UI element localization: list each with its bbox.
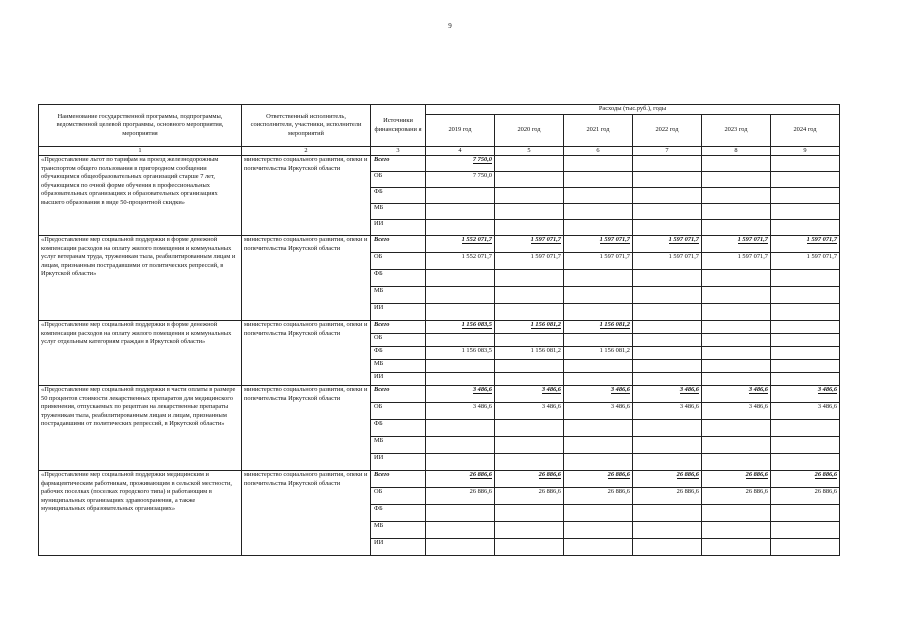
expense-value bbox=[564, 270, 633, 287]
expense-value bbox=[633, 522, 702, 539]
expense-value bbox=[771, 471, 840, 488]
expense-value-text: 1 597 071,7 bbox=[599, 253, 630, 260]
column-number: 9 bbox=[771, 147, 840, 156]
expense-value bbox=[702, 454, 771, 471]
expense-value bbox=[426, 360, 495, 373]
expense-value bbox=[702, 522, 771, 539]
funding-source: ФБ bbox=[371, 347, 426, 360]
expense-value bbox=[702, 220, 771, 236]
expense-value bbox=[426, 454, 495, 471]
expense-value bbox=[633, 287, 702, 304]
expense-value bbox=[633, 188, 702, 204]
activity-name: «Предоставление мер социальной поддержки медицинским и фармацевтическим работникам, проживающим в сельской местности, рабочих поселках (поселках городского типа) и работающим в муниципальных организациях здравоохранения, а также муниципальных образовательных организациях» bbox=[39, 471, 242, 556]
table-row bbox=[39, 236, 840, 253]
table-row bbox=[39, 156, 840, 172]
expense-value bbox=[426, 522, 495, 539]
expense-value-text: 3 486,6 bbox=[610, 386, 630, 393]
page-number: 9 bbox=[448, 22, 452, 30]
funding-source: ФБ bbox=[371, 188, 426, 204]
expense-value bbox=[702, 172, 771, 188]
expense-value bbox=[564, 156, 633, 172]
expense-value bbox=[633, 373, 702, 386]
expense-value bbox=[771, 220, 840, 236]
funding-source: ИИ bbox=[371, 304, 426, 321]
expense-value-text: 1 156 081,2 bbox=[599, 347, 630, 354]
expense-value bbox=[702, 321, 771, 334]
expense-value-text: 3 486,6 bbox=[541, 386, 561, 393]
expense-value bbox=[633, 471, 702, 488]
table-row bbox=[39, 386, 840, 403]
expense-value-text: 3 486,6 bbox=[679, 386, 699, 393]
expense-value-text: 1 597 071,7 bbox=[530, 253, 561, 260]
expense-value-text: 26 886,6 bbox=[745, 488, 768, 495]
expense-value-text: 3 486,6 bbox=[610, 403, 630, 410]
expense-value bbox=[495, 373, 564, 386]
expense-value bbox=[771, 403, 840, 420]
expense-value bbox=[564, 403, 633, 420]
expense-value bbox=[633, 386, 702, 403]
expense-value-text: 3 486,6 bbox=[472, 386, 492, 393]
expense-value-text: 1 552 071,7 bbox=[461, 236, 492, 243]
expense-value bbox=[495, 236, 564, 253]
expense-value-text: 3 486,6 bbox=[748, 386, 768, 393]
expense-value-text: 1 597 071,7 bbox=[668, 253, 699, 260]
expense-value bbox=[771, 488, 840, 505]
expense-value bbox=[426, 188, 495, 204]
expense-value bbox=[495, 522, 564, 539]
expense-value bbox=[426, 420, 495, 437]
expense-value-text: 26 886,6 bbox=[538, 471, 561, 478]
expense-value bbox=[564, 386, 633, 403]
expense-value-text: 26 886,6 bbox=[814, 488, 838, 495]
funding-source: ФБ bbox=[371, 420, 426, 437]
expense-value bbox=[702, 156, 771, 172]
header-year: 2020 год bbox=[495, 115, 564, 147]
expense-value bbox=[426, 287, 495, 304]
expense-value bbox=[633, 454, 702, 471]
column-number: 5 bbox=[495, 147, 564, 156]
expense-value bbox=[495, 437, 564, 454]
table-row bbox=[39, 321, 840, 334]
activity-name: «Предоставление мер социальной поддержки в форме денежной компенсации расходов на оплату жилого помещения и коммунальных услуг ветеранам труда, труженикам тыла, реабилитированным лицам и лицам, признанным пострадавшими от политических репрессий, в Иркутской области» bbox=[39, 236, 242, 321]
expense-value bbox=[495, 334, 564, 347]
expense-value bbox=[426, 488, 495, 505]
expense-value-text: 26 886,6 bbox=[607, 488, 630, 495]
funding-source: ИИ bbox=[371, 373, 426, 386]
expense-value-text: 1 597 071,7 bbox=[599, 236, 630, 243]
expense-value bbox=[495, 270, 564, 287]
header-year: 2019 год bbox=[426, 115, 495, 147]
expense-value bbox=[702, 373, 771, 386]
expense-value bbox=[702, 471, 771, 488]
expense-value bbox=[426, 172, 495, 188]
expense-value-text: 3 486,6 bbox=[541, 403, 561, 410]
header-executor: Ответственный исполнитель, соисполнители, участники, исполнители мероприятий bbox=[242, 105, 371, 147]
expense-value bbox=[633, 539, 702, 556]
expense-value bbox=[633, 204, 702, 220]
expense-value-text: 26 886,6 bbox=[469, 471, 492, 478]
expense-value-text: 7 750,0 bbox=[472, 172, 492, 179]
expense-value bbox=[564, 471, 633, 488]
funding-source: ОБ bbox=[371, 172, 426, 188]
expense-value bbox=[495, 471, 564, 488]
expense-value bbox=[564, 188, 633, 204]
expense-value bbox=[702, 437, 771, 454]
header-year: 2022 год bbox=[633, 115, 702, 147]
expense-value bbox=[633, 156, 702, 172]
expense-value bbox=[426, 220, 495, 236]
expense-value bbox=[426, 386, 495, 403]
expense-value-text: 26 886,6 bbox=[745, 471, 768, 478]
activity-name: «Предоставление мер социальной поддержки в форме денежной компенсации расходов на оплату жилого помещения и коммунальных услуг отдельным категориям граждан в Иркутской области» bbox=[39, 321, 242, 386]
expense-value bbox=[426, 334, 495, 347]
expense-value-text: 3 486,6 bbox=[472, 403, 492, 410]
header-source: Источники финансировани я bbox=[371, 105, 426, 147]
expense-value-text: 1 597 071,7 bbox=[668, 236, 699, 243]
expense-value bbox=[771, 334, 840, 347]
expense-value bbox=[633, 220, 702, 236]
column-number: 4 bbox=[426, 147, 495, 156]
expense-value bbox=[633, 321, 702, 334]
expenses-table bbox=[38, 104, 840, 556]
expense-value bbox=[495, 220, 564, 236]
expense-value bbox=[702, 403, 771, 420]
funding-source: МБ bbox=[371, 287, 426, 304]
expense-value bbox=[702, 287, 771, 304]
expense-value bbox=[564, 454, 633, 471]
expense-value bbox=[702, 188, 771, 204]
funding-source: МБ bbox=[371, 360, 426, 373]
expense-value bbox=[564, 488, 633, 505]
expense-value bbox=[564, 360, 633, 373]
expense-value bbox=[495, 188, 564, 204]
expense-value bbox=[426, 304, 495, 321]
column-number: 8 bbox=[702, 147, 771, 156]
expense-value-text: 3 486,6 bbox=[817, 386, 838, 393]
expense-value bbox=[702, 386, 771, 403]
expense-value bbox=[426, 270, 495, 287]
expense-value bbox=[564, 236, 633, 253]
funding-source: МБ bbox=[371, 437, 426, 454]
expense-value bbox=[771, 287, 840, 304]
column-number: 1 bbox=[39, 147, 242, 156]
expense-value-text: 1 597 071,7 bbox=[737, 253, 768, 260]
funding-source: МБ bbox=[371, 204, 426, 220]
expense-value bbox=[495, 505, 564, 522]
expense-value bbox=[771, 539, 840, 556]
expense-value bbox=[633, 505, 702, 522]
expense-value bbox=[495, 253, 564, 270]
funding-source: ФБ bbox=[371, 505, 426, 522]
expense-value bbox=[564, 304, 633, 321]
executor-name: министерство социального развития, опеки и попечительства Иркутской области bbox=[242, 321, 371, 386]
expense-value bbox=[771, 321, 840, 334]
expense-value bbox=[771, 522, 840, 539]
funding-source: ОБ bbox=[371, 403, 426, 420]
expense-value bbox=[426, 204, 495, 220]
funding-source: МБ bbox=[371, 522, 426, 539]
expense-value-text: 1 156 081,2 bbox=[530, 347, 561, 354]
funding-source: Всего bbox=[371, 471, 426, 488]
funding-source: ФБ bbox=[371, 270, 426, 287]
expense-value bbox=[426, 253, 495, 270]
expense-value bbox=[564, 334, 633, 347]
expense-value bbox=[564, 420, 633, 437]
expense-value bbox=[702, 204, 771, 220]
expense-value bbox=[564, 321, 633, 334]
expense-value bbox=[495, 156, 564, 172]
expense-value bbox=[495, 204, 564, 220]
expense-value bbox=[564, 347, 633, 360]
funding-source: ОБ bbox=[371, 334, 426, 347]
expense-value bbox=[495, 287, 564, 304]
expense-value bbox=[702, 253, 771, 270]
expense-value bbox=[633, 236, 702, 253]
expense-value bbox=[426, 373, 495, 386]
funding-source: Всего bbox=[371, 321, 426, 334]
expense-value-text: 3 486,6 bbox=[817, 403, 838, 410]
expense-value bbox=[426, 403, 495, 420]
expense-value bbox=[426, 321, 495, 334]
expense-value bbox=[633, 437, 702, 454]
header-name: Наименование государственной программы, подпрограммы, ведомственной целевой программы, основного мероприятия, мероприятия bbox=[39, 105, 242, 147]
column-number: 6 bbox=[564, 147, 633, 156]
table-row bbox=[39, 471, 840, 488]
column-number: 3 bbox=[371, 147, 426, 156]
expense-value bbox=[564, 505, 633, 522]
expense-value bbox=[771, 304, 840, 321]
expense-value bbox=[633, 403, 702, 420]
expense-value bbox=[771, 156, 840, 172]
expense-value-text: 1 597 071,7 bbox=[737, 236, 768, 243]
funding-source: ИИ bbox=[371, 539, 426, 556]
expense-value bbox=[495, 360, 564, 373]
funding-source: Всего bbox=[371, 236, 426, 253]
executor-name: министерство социального развития, опеки и попечительства Иркутской области bbox=[242, 236, 371, 321]
expense-value bbox=[426, 347, 495, 360]
expense-value-text: 26 886,6 bbox=[538, 488, 561, 495]
expense-value bbox=[771, 188, 840, 204]
column-number: 2 bbox=[242, 147, 371, 156]
expense-value-text: 26 886,6 bbox=[676, 488, 699, 495]
expense-value-text: 26 886,6 bbox=[469, 488, 492, 495]
expense-value bbox=[702, 236, 771, 253]
expense-value bbox=[771, 204, 840, 220]
expense-value-text: 3 486,6 bbox=[748, 403, 768, 410]
expense-value-text: 3 486,6 bbox=[679, 403, 699, 410]
expense-value bbox=[495, 172, 564, 188]
expense-value-text: 26 886,6 bbox=[814, 471, 838, 478]
expense-value-text: 7 750,0 bbox=[472, 156, 492, 163]
expense-value-text: 1 156 083,5 bbox=[461, 347, 492, 354]
expense-value-text: 26 886,6 bbox=[676, 471, 699, 478]
expense-value bbox=[702, 270, 771, 287]
expense-value bbox=[426, 505, 495, 522]
funding-source: ОБ bbox=[371, 488, 426, 505]
funding-source: Всего bbox=[371, 386, 426, 403]
activity-name: «Предоставление мер социальной поддержки в части оплаты в размере 50 процентов стоимости лекарственных препаратов для медицинского применения, отпускаемых по рецептам на лекарственные препараты труженикам тыла, реабилитированным лицам и лицам, признанным пострадавшими от политических репрессий, в Иркутской области» bbox=[39, 386, 242, 471]
expense-value bbox=[702, 505, 771, 522]
header-year: 2021 год bbox=[564, 115, 633, 147]
expense-value bbox=[564, 437, 633, 454]
expense-value-text: 1 597 071,7 bbox=[806, 253, 838, 260]
header-year: 2023 год bbox=[702, 115, 771, 147]
expense-value bbox=[426, 539, 495, 556]
expense-value bbox=[702, 347, 771, 360]
header-year: 2024 год bbox=[771, 115, 840, 147]
expense-value bbox=[771, 270, 840, 287]
expense-value bbox=[633, 488, 702, 505]
expense-value bbox=[771, 420, 840, 437]
expense-value bbox=[495, 304, 564, 321]
expense-value-text: 1 156 083,5 bbox=[461, 321, 492, 328]
expense-value bbox=[771, 505, 840, 522]
expense-value bbox=[633, 334, 702, 347]
expense-value bbox=[495, 321, 564, 334]
expense-value bbox=[771, 454, 840, 471]
expense-value bbox=[426, 471, 495, 488]
expense-value bbox=[564, 539, 633, 556]
expense-value bbox=[495, 539, 564, 556]
activity-name: «Предоставление льгот по тарифам на проезд железнодорожным транспортом общего пользования в пригородном сообщении обучающимся общеобразовательных организаций старше 7 лет, обучающимся по очной форме обучения в профессиональных образовательных организациях и образовательных организациях высшего образования в виде 50-процентной скидки» bbox=[39, 156, 242, 236]
expense-value-text: 1 597 071,7 bbox=[530, 236, 561, 243]
expense-value bbox=[702, 304, 771, 321]
expense-value bbox=[426, 236, 495, 253]
executor-name: министерство социального развития, опеки и попечительства Иркутской области bbox=[242, 156, 371, 236]
expense-value bbox=[702, 488, 771, 505]
expense-value bbox=[771, 236, 840, 253]
executor-name: министерство социального развития, опеки и попечительства Иркутской области bbox=[242, 471, 371, 556]
expense-value bbox=[633, 172, 702, 188]
funding-source: ОБ bbox=[371, 253, 426, 270]
expense-value bbox=[564, 220, 633, 236]
expense-value bbox=[633, 420, 702, 437]
expense-value bbox=[495, 488, 564, 505]
expense-value bbox=[771, 253, 840, 270]
expense-value bbox=[771, 386, 840, 403]
header-expenses: Расходы (тыс.руб.), годы bbox=[426, 105, 840, 115]
expense-value bbox=[633, 347, 702, 360]
expense-value bbox=[495, 420, 564, 437]
expense-value bbox=[633, 304, 702, 321]
expense-value bbox=[702, 360, 771, 373]
expense-value bbox=[495, 454, 564, 471]
expense-value-text: 1 552 071,7 bbox=[461, 253, 492, 260]
expense-value bbox=[426, 437, 495, 454]
expense-value bbox=[771, 172, 840, 188]
expense-value bbox=[564, 522, 633, 539]
expense-value bbox=[426, 156, 495, 172]
expense-value-text: 26 886,6 bbox=[607, 471, 630, 478]
expense-value bbox=[771, 360, 840, 373]
funding-source: Всего bbox=[371, 156, 426, 172]
expense-value bbox=[771, 373, 840, 386]
expense-value bbox=[495, 347, 564, 360]
expense-value bbox=[564, 172, 633, 188]
executor-name: министерство социального развития, опеки и попечительства Иркутской области bbox=[242, 386, 371, 471]
expense-value-text: 1 156 081,2 bbox=[599, 321, 630, 328]
column-number: 7 bbox=[633, 147, 702, 156]
expense-value bbox=[702, 334, 771, 347]
expense-value bbox=[702, 420, 771, 437]
expense-value bbox=[702, 539, 771, 556]
expense-value bbox=[771, 437, 840, 454]
expense-value-text: 1 597 071,7 bbox=[806, 236, 838, 243]
expense-value bbox=[564, 204, 633, 220]
expense-value bbox=[564, 287, 633, 304]
expense-value bbox=[564, 373, 633, 386]
funding-source: ИИ bbox=[371, 220, 426, 236]
expense-value bbox=[495, 386, 564, 403]
expense-value bbox=[495, 403, 564, 420]
expense-value bbox=[633, 360, 702, 373]
funding-source: ИИ bbox=[371, 454, 426, 471]
expense-value bbox=[771, 347, 840, 360]
expense-value bbox=[633, 253, 702, 270]
expense-value-text: 1 156 081,2 bbox=[530, 321, 561, 328]
expense-value bbox=[564, 253, 633, 270]
expense-value bbox=[633, 270, 702, 287]
